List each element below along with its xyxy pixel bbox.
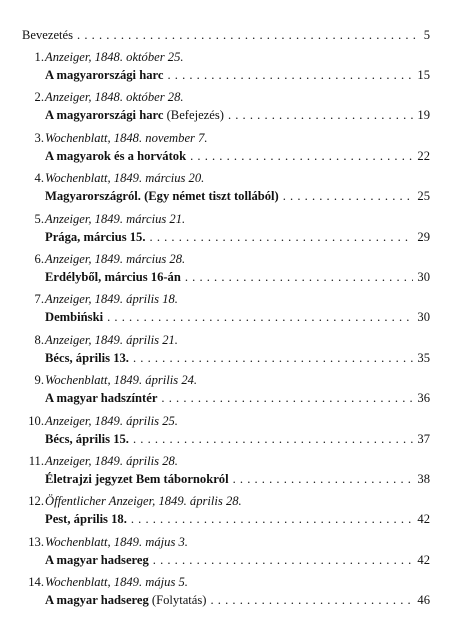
entry-title [45,470,229,488]
toc-intro-entry [22,26,430,48]
entry-page-number: 25 [417,189,430,204]
intro-title: Bevezetés [22,28,74,42]
toc-entry [22,169,430,209]
dot-leader [283,187,414,205]
dot-leader [150,228,414,246]
entry-page-number: 42 [417,512,430,527]
entry-page-number: 38 [417,471,430,486]
entry-number: 13. [28,534,44,549]
entry-title-plain: (Befejezés) [163,108,224,123]
entry-source: Anzeiger, 1849. április 28. [45,453,178,468]
table-of-contents [22,26,430,613]
entry-title-bold: Magyarországról. (Egy német tiszt tollából) [45,189,279,204]
entry-number: 14. [28,575,44,590]
entry-title [45,308,103,326]
dot-leader [167,66,413,84]
entry-page-number: 15 [417,68,430,82]
entry-title [45,349,129,367]
entry-title-bold: A magyar hadszíntér [45,391,158,406]
entry-title-bold: A magyarországi harc [45,68,164,82]
entry-source: Anzeiger, 1849. április 21. [45,332,178,347]
entry-title-bold: Pest, április 18. [45,512,127,527]
entry-page-number: 37 [417,431,430,446]
entry-title [45,66,163,84]
entry-title [45,268,181,286]
entry-title [45,430,129,448]
dot-leader [131,510,414,528]
toc-entry [22,533,430,573]
entry-title-bold: Dembiński [45,310,104,325]
toc-entries [22,48,430,613]
entry-title-bold: A magyarok és a horvátok [45,148,187,163]
toc-entry [22,88,430,128]
dot-leader [133,430,413,448]
dot-leader [161,389,413,407]
entry-page-number: 35 [417,350,430,365]
entry-title-bold: Prága, március 15. [45,229,146,244]
entry-source: Wochenblatt, 1849. március 20. [45,171,205,186]
toc-entry [22,129,430,169]
entry-page-number: 29 [417,229,430,244]
entry-source: Öffentlicher Anzeiger, 1849. április 28. [45,494,242,509]
entry-title-bold: A magyar hadsereg [45,552,149,567]
entry-title-bold: A magyarországi harc [45,108,164,123]
entry-source: Wochenblatt, 1849. április 24. [45,373,198,388]
entry-source: Anzeiger, 1849. március 21. [45,211,186,226]
dot-leader [133,349,413,367]
entry-number: 5. [34,211,44,226]
toc-entry [22,290,430,330]
entry-title-bold: Erdélyből, március 16-án [45,269,181,284]
intro-page-number: 5 [423,28,430,42]
entry-source: Wochenblatt, 1848. november 7. [45,130,208,145]
entry-source: Anzeiger, 1849. április 18. [45,292,178,307]
toc-entry [22,48,430,88]
entry-page-number: 36 [417,391,430,406]
entry-title [45,389,157,407]
entry-title-bold: Életrajzi jegyzet Bem tábornokról [45,471,229,486]
dot-leader [228,106,413,124]
entry-title [45,228,146,246]
entry-page-number: 19 [417,108,430,123]
entry-title-plain: (Folytatás) [148,593,207,608]
entry-page-number: 42 [417,552,430,567]
dot-leader [77,26,420,44]
entry-source: Anzeiger, 1848. október 25. [45,50,184,64]
toc-entry [22,371,430,411]
entry-source: Wochenblatt, 1849. május 5. [45,575,188,590]
entry-title-bold: Bécs, április 13. [45,350,129,365]
entry-number: 10. [28,413,44,428]
entry-source: Anzeiger, 1848. október 28. [45,90,184,105]
dot-leader [211,591,414,609]
dot-leader [107,308,413,326]
entry-title-bold: Bécs, április 15. [45,431,129,446]
toc-entry [22,492,430,532]
toc-entry [22,250,430,290]
entry-number: 8. [34,332,44,347]
entry-source: Wochenblatt, 1849. május 3. [45,534,188,549]
toc-entry [22,412,430,452]
toc-entry [22,573,430,613]
entry-title [45,187,279,205]
entry-number: 3. [34,130,44,145]
entry-page-number: 46 [417,593,430,608]
toc-entry [22,210,430,250]
entry-number: 9. [34,373,44,388]
entry-title [45,106,224,124]
entry-page-number: 30 [417,310,430,325]
entry-title [45,591,207,609]
entry-page-number: 22 [417,148,430,163]
toc-entry [22,331,430,371]
entry-number: 12. [28,494,44,509]
entry-title [45,510,127,528]
entry-number: 1. [34,50,44,64]
entry-source: Anzeiger, 1849. március 28. [45,251,186,266]
dot-leader [153,551,414,569]
entry-title [45,551,149,569]
entry-number: 4. [34,171,44,186]
entry-page-number: 30 [417,269,430,284]
entry-source: Anzeiger, 1849. április 25. [45,413,178,428]
dot-leader [233,470,414,488]
toc-entry [22,452,430,492]
entry-number: 2. [34,90,44,105]
entry-title-bold: A magyar hadsereg [45,593,149,608]
dot-leader [185,268,414,286]
entry-title [45,147,186,165]
entry-number: 7. [34,292,44,307]
entry-number: 6. [34,251,44,266]
entry-number: 11. [28,453,44,468]
dot-leader [190,147,413,165]
